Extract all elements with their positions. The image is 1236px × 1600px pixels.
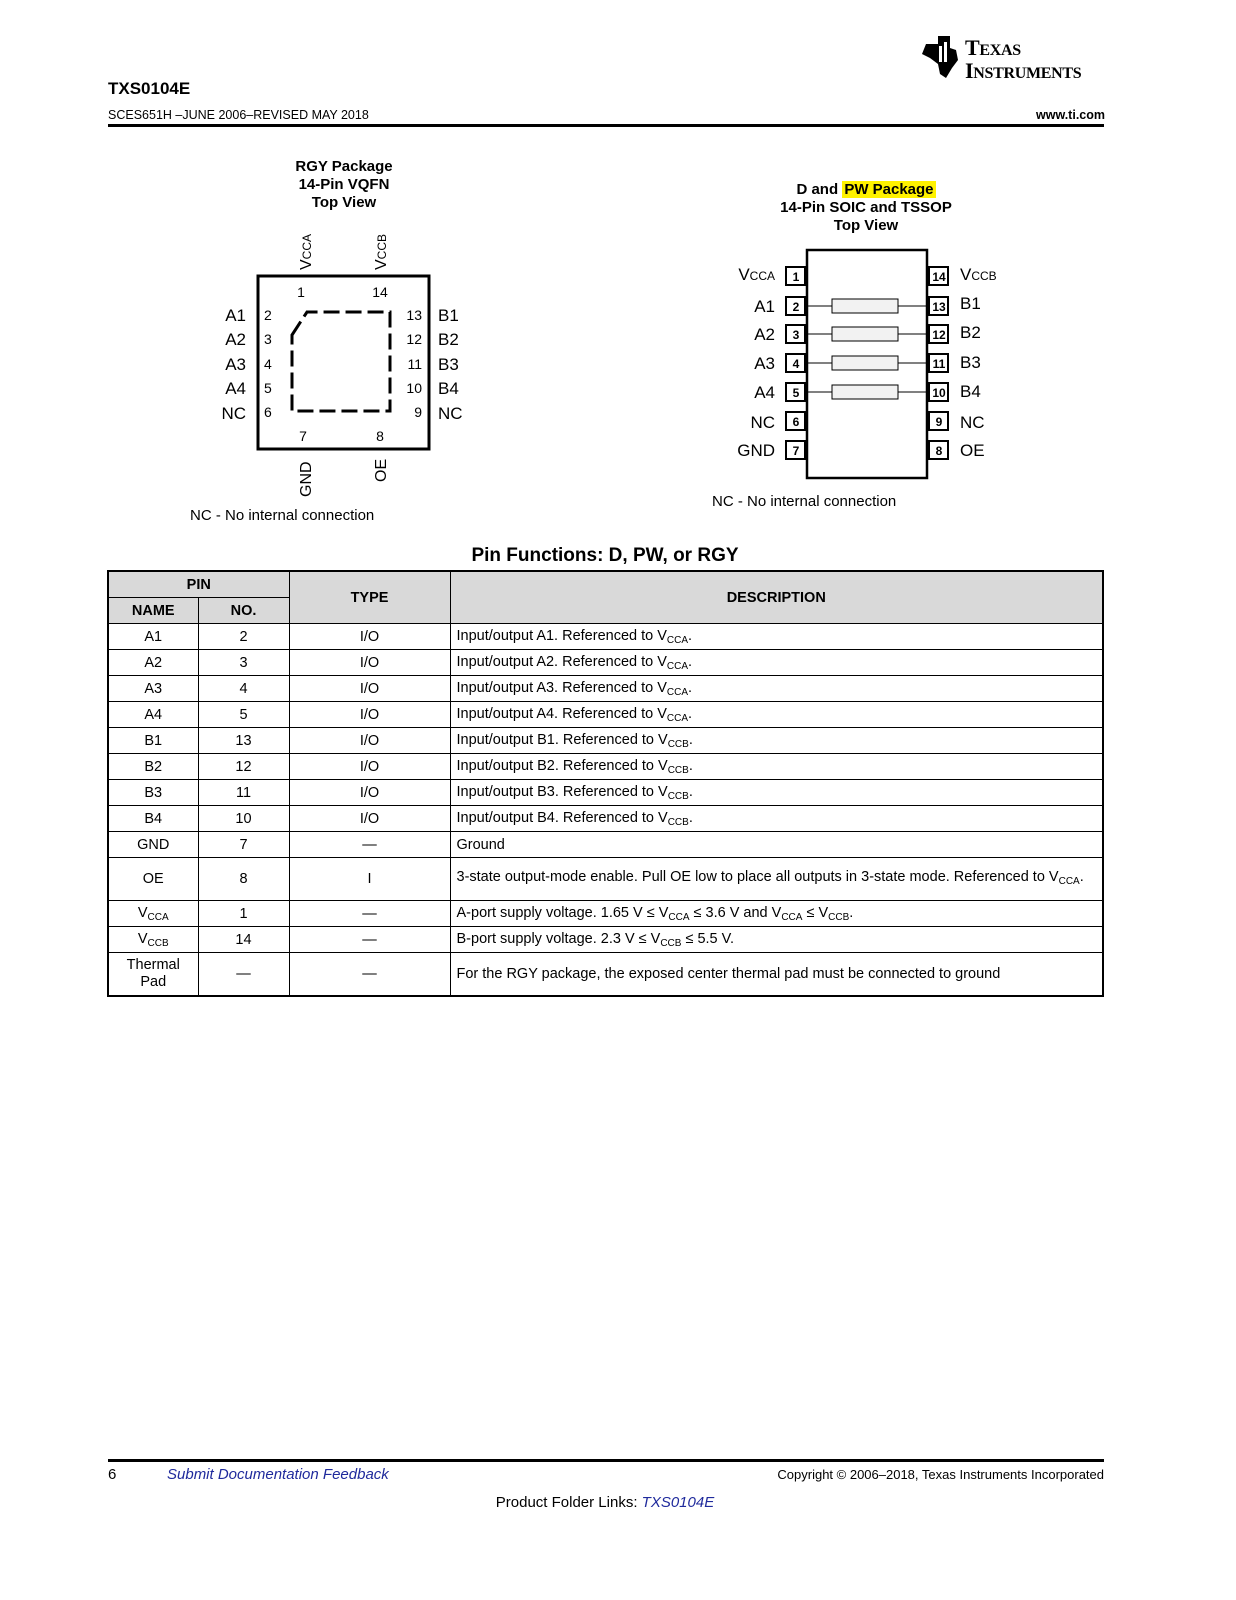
rgy-right-num: 9 — [414, 404, 422, 420]
table-header-row — [108, 571, 1103, 598]
pin-description: Input/output A1. Referenced to $V_{CCA}$. — [450, 624, 1103, 650]
rgy-left-label: A1 — [225, 306, 246, 325]
pin-type: I/O — [289, 676, 450, 702]
pin-type: — — [289, 953, 450, 997]
soic-right-label: B3 — [960, 353, 981, 372]
rgy-left-num: 3 — [264, 331, 272, 347]
pin-description: Input/output A2. Referenced to $V_{CCA}$. — [450, 650, 1103, 676]
product-folder-link[interactable]: TXS0104E — [641, 1494, 715, 1511]
soic-left-num: 2 — [792, 300, 800, 314]
pin-type: — — [289, 927, 450, 953]
copyright-text: Copyright © 2006–2018, Texas Instruments Incorporated — [777, 1467, 1104, 1482]
soic-right-num: 11 — [932, 357, 946, 371]
soic-left-num: 6 — [792, 415, 800, 429]
table-row — [108, 624, 1103, 650]
product-folder-links — [0, 1494, 1210, 1511]
rgy-left-label: A3 — [225, 355, 246, 374]
table-row-vccb — [108, 927, 1103, 953]
pin-description: Ground — [450, 832, 1103, 858]
rgy-left-num: 4 — [264, 356, 272, 372]
soic-left-num: 4 — [792, 357, 800, 371]
table-row — [108, 780, 1103, 806]
pin-name: B2 — [108, 754, 198, 780]
rgy-right-labels — [438, 306, 463, 423]
soic-package-title — [740, 181, 992, 235]
soic-left-label: A3 — [754, 354, 775, 373]
soic-left-label: GND — [737, 441, 775, 460]
pin-description: Input/output A4. Referenced to $V_{CCA}$. — [450, 702, 1103, 728]
table-row-vcca — [108, 901, 1103, 927]
pin-type: I/O — [289, 728, 450, 754]
table-row — [108, 650, 1103, 676]
pin-description: A-port supply voltage. 1.65 $V \le V_{CCA} \le 3.6$ V and $V_{CCA} \le V_{CCB}$. — [450, 901, 1103, 927]
footer-rule — [108, 1459, 1104, 1462]
logo-line1: EXAS — [979, 42, 1021, 59]
soic-nc-note: NC - No internal connection — [712, 493, 897, 510]
folder-label: Product Folder Links: — [495, 1494, 642, 1511]
document-title: TXS0104E — [108, 79, 191, 98]
pin-number: 13 — [198, 728, 289, 754]
table-row-gnd — [108, 832, 1103, 858]
rgy-right-label: NC — [438, 404, 463, 423]
soic-right-label: B2 — [960, 323, 981, 342]
rgy-right-label: B2 — [438, 330, 459, 349]
pin-number: 7 — [198, 832, 289, 858]
pin-number: 3 — [198, 650, 289, 676]
soic-left-label: A1 — [754, 297, 775, 316]
header-name: NAME — [108, 598, 198, 624]
website-link[interactable]: www.ti.com — [1036, 108, 1105, 122]
rgy-left-label: NC — [221, 404, 246, 423]
pin-description: Input/output B3. Referenced to $V_{CCB}$. — [450, 780, 1103, 806]
pin-number: 14 — [198, 927, 289, 953]
soic-right-label: B4 — [960, 382, 981, 401]
rgy-left-num: 2 — [264, 307, 272, 323]
pin-name: A4 — [108, 702, 198, 728]
rgy-right-label: B1 — [438, 306, 459, 325]
rgy-right-num: 12 — [406, 331, 422, 347]
soic-right-num: 13 — [932, 300, 946, 314]
revision-line: SCES651H –JUNE 2006–REVISED MAY 2018 — [108, 108, 369, 122]
header-no: NO. — [198, 598, 289, 624]
soic-left-labels — [737, 265, 775, 460]
soic-channel-bars — [807, 299, 927, 399]
pin-functions-table — [107, 570, 1104, 997]
rgy-right-nums — [406, 307, 422, 420]
soic-title-line3: Top View — [833, 217, 899, 234]
rgy-right-num: 13 — [406, 307, 422, 323]
rgy-right-label: B4 — [438, 379, 459, 398]
pin-type: I/O — [289, 754, 450, 780]
soic-right-num: 14 — [932, 270, 946, 284]
soic-right-num: 8 — [935, 444, 943, 458]
pin-name: A2 — [108, 650, 198, 676]
rgy-package-body — [258, 276, 429, 449]
table-row — [108, 806, 1103, 832]
rgy-right-label: B3 — [438, 355, 459, 374]
table-row-oe — [108, 858, 1103, 901]
rgy-top-label-vccb: VCCB — [373, 233, 390, 270]
rgy-thermal-pad-outline — [292, 312, 390, 411]
pin-description: For the RGY package, the exposed center thermal pad must be connected to ground — [450, 953, 1103, 997]
soic-right-labels — [960, 265, 997, 460]
pin-name: B3 — [108, 780, 198, 806]
soic-left-num: 7 — [792, 444, 800, 458]
pin-name: B4 — [108, 806, 198, 832]
highlighted-package-name: PW Package — [844, 181, 934, 198]
pin-number: 4 — [198, 676, 289, 702]
pin-type: I/O — [289, 780, 450, 806]
soic-right-num: 9 — [935, 415, 943, 429]
rgy-title-line3: Top View — [311, 194, 377, 211]
page-number: 6 — [108, 1466, 117, 1483]
rgy-bottom-label-gnd: GND — [298, 461, 315, 497]
rgy-right-num: 11 — [407, 356, 422, 372]
soic-title-line1: D and PW Package — [796, 181, 934, 198]
rgy-nc-note: NC - No internal connection — [190, 507, 375, 524]
soic-channel-4 — [807, 385, 927, 399]
rgy-bottom-label-oe: OE — [373, 458, 390, 482]
pin-type: — — [289, 832, 450, 858]
soic-pinout-diagram — [720, 245, 1020, 485]
soic-right-num: 10 — [932, 386, 946, 400]
pin-functions-title: Pin Functions: D, PW, or RGY — [471, 545, 739, 566]
pin-name: B1 — [108, 728, 198, 754]
pin-type: I/O — [289, 650, 450, 676]
pin-description: B-port supply voltage. 2.3 $V \le V_{CCB} \le 5.5$ V. — [450, 927, 1103, 953]
pin-number: 10 — [198, 806, 289, 832]
pin-number: — — [198, 953, 289, 997]
pin-number: 11 — [198, 780, 289, 806]
pin-type: — — [289, 901, 450, 927]
rgy-left-num: 5 — [264, 380, 272, 396]
pin-name: A1 — [108, 624, 198, 650]
table-row — [108, 676, 1103, 702]
soic-left-num: 5 — [792, 386, 800, 400]
rgy-left-labels — [221, 306, 246, 423]
header-description: DESCRIPTION — [450, 571, 1103, 624]
pin-name: OE — [108, 858, 198, 901]
table-row-thermal-pad — [108, 953, 1103, 997]
header-type: TYPE — [289, 571, 450, 624]
pin-name: A3 — [108, 676, 198, 702]
soic-right-label: B1 — [960, 294, 981, 313]
pin-name: $V_{CCB}$ — [108, 927, 198, 953]
soic-left-label-vcca: VCCA — [738, 265, 775, 284]
table-row — [108, 728, 1103, 754]
rgy-title-line2: 14-Pin VQFN — [298, 176, 390, 193]
rgy-left-nums — [264, 307, 272, 420]
table-row — [108, 754, 1103, 780]
pin-type: I/O — [289, 702, 450, 728]
pin-number: 1 — [198, 901, 289, 927]
submit-feedback-link[interactable]: Submit Documentation Feedback — [167, 1466, 389, 1483]
pin-name: Thermal Pad — [108, 953, 198, 997]
rgy-top-num-14: 14 — [372, 284, 388, 300]
soic-right-label: NC — [960, 413, 985, 432]
table-row — [108, 702, 1103, 728]
rgy-left-label: A2 — [225, 330, 246, 349]
soic-channel-1 — [807, 299, 927, 313]
pin-number: 12 — [198, 754, 289, 780]
rgy-top-num-1: 1 — [297, 284, 305, 300]
header-rule — [108, 124, 1104, 127]
soic-right-num: 12 — [932, 328, 946, 342]
rgy-package-title — [244, 158, 444, 212]
pin-name: $V_{CCA}$ — [108, 901, 198, 927]
soic-left-label: A4 — [754, 383, 775, 402]
soic-channel-2 — [807, 327, 927, 341]
pin-number: 2 — [198, 624, 289, 650]
soic-right-label: OE — [960, 441, 985, 460]
pin-name: GND — [108, 832, 198, 858]
pin-description: Input/output B4. Referenced to $V_{CCB}$. — [450, 806, 1103, 832]
rgy-bottom-num-8: 8 — [376, 428, 384, 444]
ti-wordmark: TEXAS INSTRUMENTS — [965, 35, 1082, 83]
soic-left-num: 1 — [792, 270, 800, 284]
rgy-right-num: 10 — [406, 380, 422, 396]
rgy-bottom-num-7: 7 — [299, 428, 307, 444]
pin-type: I/O — [289, 806, 450, 832]
pin-description: Input/output B2. Referenced to $V_{CCB}$. — [450, 754, 1103, 780]
rgy-left-num: 6 — [264, 404, 272, 420]
pin-number: 8 — [198, 858, 289, 901]
soic-left-label: NC — [750, 413, 775, 432]
ti-map-icon — [920, 34, 970, 82]
pin-number: 5 — [198, 702, 289, 728]
rgy-left-label: A4 — [225, 379, 246, 398]
rgy-top-label-vcca: VCCA — [298, 233, 315, 270]
pin-description: 3-state output-mode enable. Pull OE low to place all outputs in 3-state mode. Referenced to $V_{CCA}$. — [450, 858, 1103, 901]
header-pin: PIN — [108, 571, 289, 598]
pin-type: I/O — [289, 624, 450, 650]
soic-left-num: 3 — [792, 328, 800, 342]
soic-title-line2: 14-Pin SOIC and TSSOP — [780, 199, 952, 216]
rgy-pinout-diagram — [200, 215, 490, 505]
soic-left-label: A2 — [754, 325, 775, 344]
rgy-title-line1: RGY Package — [295, 158, 393, 175]
pin-description: Input/output A3. Referenced to $V_{CCA}$. — [450, 676, 1103, 702]
soic-right-label-vccb: VCCB — [960, 265, 997, 284]
soic-channel-3 — [807, 356, 927, 370]
pin-description: Input/output B1. Referenced to $V_{CCB}$. — [450, 728, 1103, 754]
pin-type: I — [289, 858, 450, 901]
